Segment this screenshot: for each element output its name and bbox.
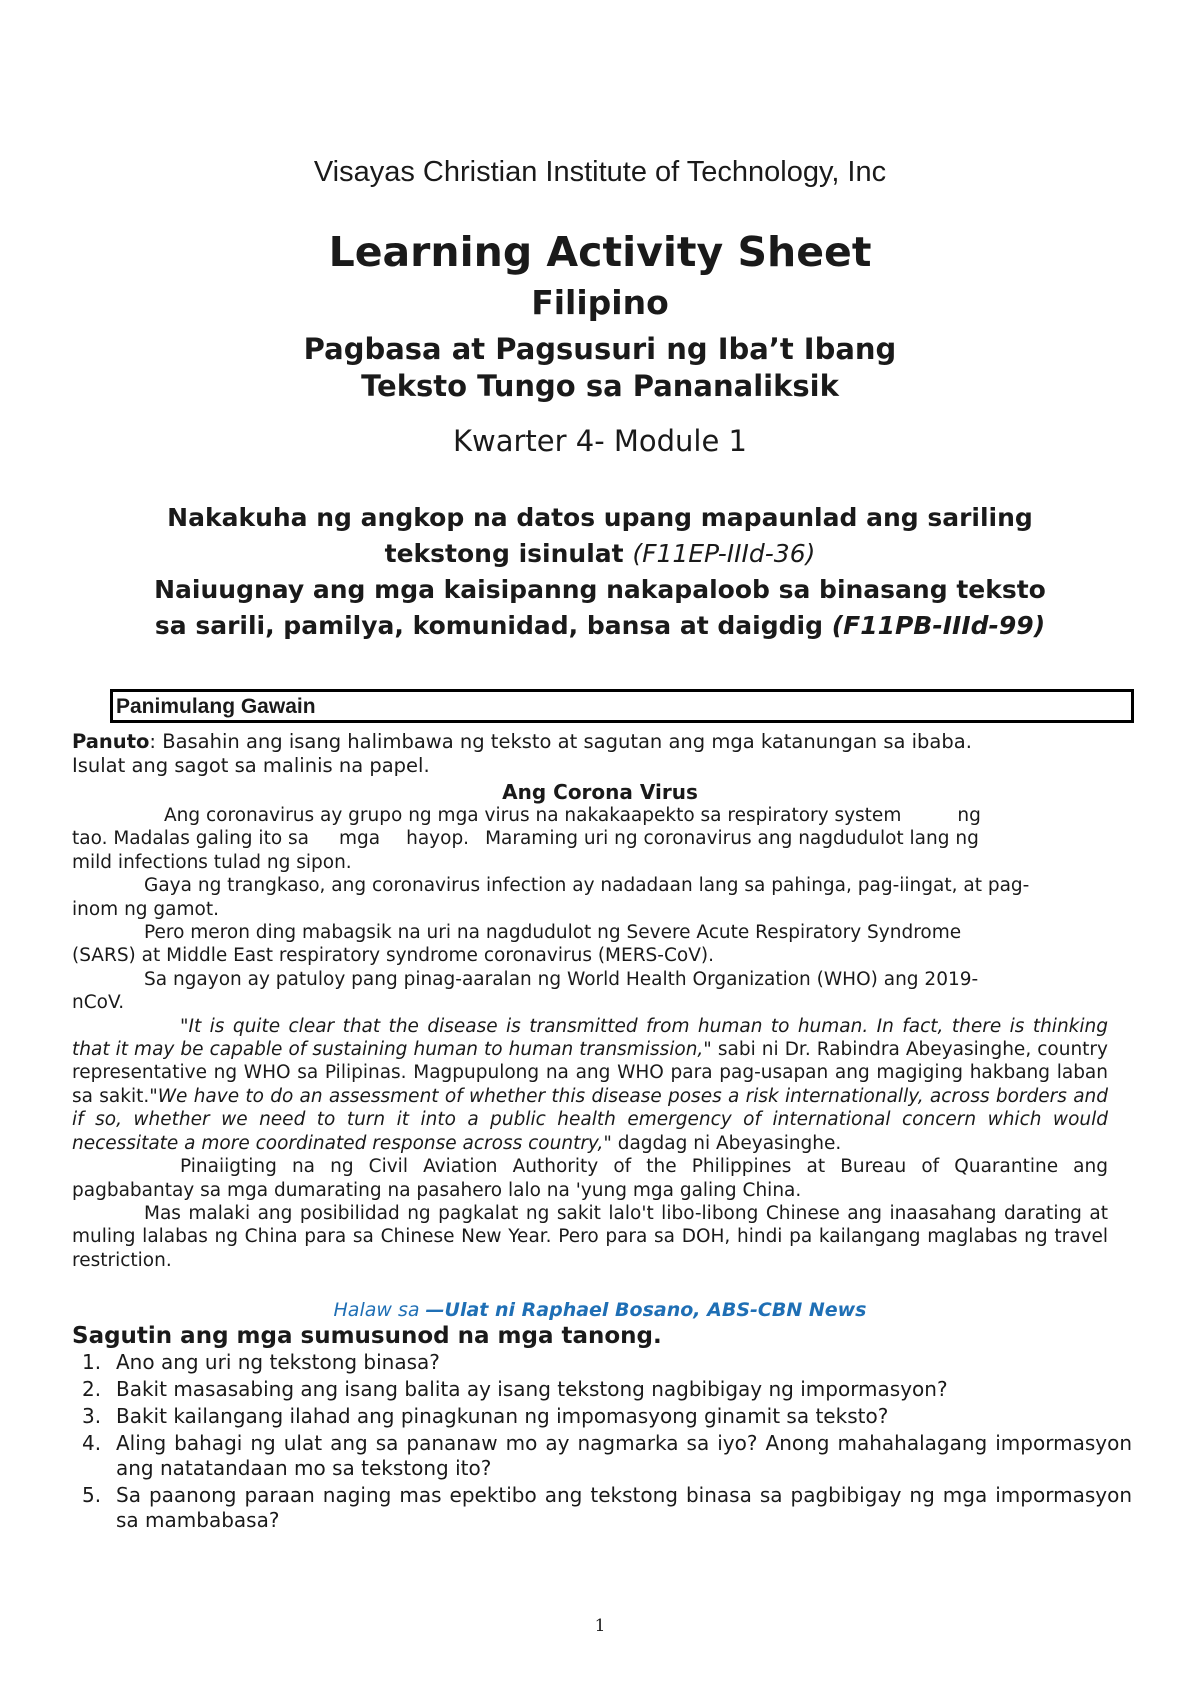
competency-1-text: tekstong isinulat <box>384 539 624 568</box>
competency-1-line-1: Nakakuha ng angkop na datos upang mapaunlad ang sariling <box>167 503 1033 532</box>
article-quote-text-1: sabi ni Dr. Rabindra Abeyasinghe, country representative ng WHO sa Pilipinas. Magpupulong na ang WHO para pag-usapan ang magiging hakbang laban sa sakit." <box>72 1039 1108 1107</box>
subject-title: Filipino <box>531 283 669 322</box>
instructions-label: Panuto <box>72 730 150 753</box>
list-item <box>72 1483 1132 1533</box>
questions-list <box>72 1350 1132 1535</box>
article-p1-line3: mild infections tulad ng sipon. <box>72 851 352 873</box>
question-number: 5. <box>82 1483 102 1507</box>
article-title: Ang Corona Virus <box>502 780 698 804</box>
article-quote-2: We have to do an assessment of whether this disease poses a risk internationally, across borders and if so, whether we need to turn it into a public health emergency of international concern which would necessitate a more coordinated response across country, <box>72 1085 1108 1154</box>
question-number: 4. <box>82 1431 102 1455</box>
question-text: Ano ang uri ng tekstong binasa? <box>116 1350 440 1374</box>
competency-2-line-2 <box>60 608 1140 644</box>
article-p6: Pinaiigting na ng Civil Aviation Authority of the Philippines at Bureau of Quarantine ang pagbabantay sa mga dumarating na pasahero lalo na 'yung mga galing China. <box>72 1156 1108 1201</box>
subtitle-line-2: Teksto Tungo sa Pananaliksik <box>361 369 839 403</box>
source-prefix: Halaw sa <box>333 1299 426 1321</box>
article-p3-line1: Pero meron ding mabagsik na uri na nagdudulot ng Severe Acute Respiratory Syndrome <box>144 922 962 944</box>
article-p2-line1: Gaya ng trangkaso, ang coronavirus infection ay nadadaan lang sa pahinga, pag-iingat, at pag- <box>144 875 1030 897</box>
article-p4-line2: nCoV. <box>72 992 125 1014</box>
article-quote-text-2: " dagdag ni Abeyasinghe. <box>603 1132 842 1154</box>
article-p1-line2c: hayop. <box>406 828 470 850</box>
article-p1-line2: tao. Madalas galing ito sa <box>72 828 309 850</box>
question-text: Sa paanong paraan naging mas epektibo ang tekstong binasa sa pagbibigay ng mga impormasyon sa mambabasa? <box>116 1483 1132 1532</box>
competency-2-code: (F11PB-IIId-99) <box>831 611 1046 640</box>
article-quote-1: "It is quite clear that the disease is transmitted from human to human. In fact, there is thinking that it may be capable of sustaining human to human transmission," <box>72 1015 1108 1061</box>
questions-heading: Sagutin ang mga sumusunod na mga tanong. <box>72 1323 662 1349</box>
source-credit: —Ulat ni Raphael Bosano, ABS-CBN News <box>425 1299 867 1321</box>
school-name: Visayas Christian Institute of Technology, Inc <box>313 156 887 188</box>
course-subtitle <box>60 331 1140 405</box>
competencies <box>60 500 1140 644</box>
competency-1-code: (F11EP-IIId-36) <box>632 539 816 568</box>
question-text: Bakit kailangang ilahad ang pinagkunan ng impomasyong ginamit sa teksto? <box>116 1404 889 1428</box>
competency-2-line-1: Naiuugnay ang mga kaisipanng nakapaloob sa binasang teksto <box>154 575 1046 604</box>
competency-2-text: sa sarili, pamilya, komunidad, bansa at daigdig <box>154 611 823 640</box>
article-p1-line1: Ang coronavirus ay grupo ng mga virus na nakakaapekto sa respiratory system <box>164 805 902 826</box>
instructions-text: : Basahin ang isang halimbawa ng teksto at sagutan ang mga katanungan sa ibaba. <box>149 730 972 753</box>
instructions <box>72 730 1108 778</box>
list-item <box>72 1377 1132 1402</box>
activity-section-box: Panimulang Gawain <box>110 689 1134 723</box>
list-item <box>72 1404 1132 1429</box>
list-item <box>72 1431 1132 1481</box>
article-p1-line2d: Maraming uri ng coronavirus ang nagdudulot lang ng <box>485 828 979 850</box>
article-p1-line1b: ng <box>957 805 981 826</box>
article-p2-line2: inom ng gamot. <box>72 898 219 920</box>
question-number: 1. <box>82 1350 102 1374</box>
question-number: 3. <box>82 1404 102 1428</box>
article-p1-line2b: mga <box>339 828 381 850</box>
list-item <box>72 1350 1132 1375</box>
article-source <box>60 1299 1140 1321</box>
article-p3-line2: (SARS) at Middle East respiratory syndrome coronavirus (MERS-CoV). <box>72 945 714 967</box>
article-p7: Mas malaki ang posibilidad ng pagkalat ng sakit lalo't libo-libong Chinese ang inaasahang darating at muling lalabas ng China para sa Chinese New Year. Pero para sa DOH, hindi pa kailangang maglabas ng travel restriction. <box>72 1202 1108 1271</box>
article-quote-paragraph <box>72 1015 1108 1155</box>
question-number: 2. <box>82 1377 102 1401</box>
article-p4-line1: Sa ngayon ay patuloy pang pinag-aaralan ng World Health Organization (WHO) ang 2019- <box>144 968 979 990</box>
quarter-module: Kwarter 4- Module 1 <box>452 424 748 458</box>
question-text: Bakit masasabing ang isang balita ay isang tekstong nagbibigay ng impormasyon? <box>116 1377 948 1401</box>
article-body <box>72 804 1108 1272</box>
competency-1-line-2 <box>60 536 1140 572</box>
instructions-text-2: Isulat ang sagot sa malinis na papel. <box>72 754 430 777</box>
question-text: Aling bahagi ng ulat ang sa pananaw mo ay nagmarka sa iyo? Anong mahahalagang impormasyon ang natatandaan mo sa tekstong ito? <box>116 1431 1132 1480</box>
sheet-title: Learning Activity Sheet <box>328 228 872 276</box>
subtitle-line-1: Pagbasa at Pagsusuri ng Iba’t Ibang <box>303 332 897 366</box>
page-number: 1 <box>594 1616 606 1636</box>
